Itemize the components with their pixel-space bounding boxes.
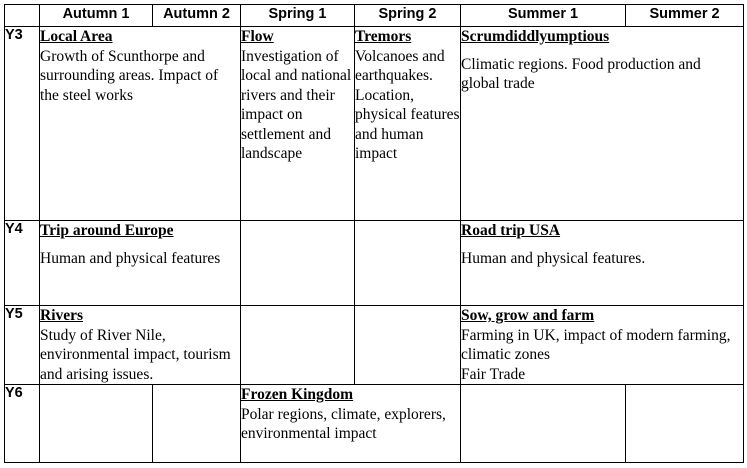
y3-autumn-title: Local Area xyxy=(40,28,113,45)
y3-spring1-title: Flow xyxy=(241,28,274,45)
y5-summer-cell xyxy=(461,306,744,385)
row-y3 xyxy=(5,27,744,221)
row-y5 xyxy=(5,306,744,385)
y3-summer-text: Climatic regions. Food production and global trade xyxy=(461,55,701,92)
geography-curriculum-table xyxy=(4,4,744,463)
y3-spring2-title: Tremors xyxy=(355,28,412,45)
y3-summer-title: Scrumdiddlyumptious xyxy=(461,28,610,45)
y5-summer-text2: Fair Trade xyxy=(461,365,526,383)
y6-summer1-cell xyxy=(461,385,626,463)
y3-spring2-cell xyxy=(355,27,461,221)
y3-spring1-cell xyxy=(241,27,355,221)
y5-summer-text: Farming in UK, impact of modern farming, climatic zones xyxy=(461,326,731,363)
y5-spring1-cell xyxy=(241,306,355,385)
year-label-y3: Y3 xyxy=(5,27,40,221)
y4-spring1-cell xyxy=(241,221,355,306)
y4-spring2-cell xyxy=(355,221,461,306)
year-label-y6: Y6 xyxy=(5,385,40,463)
header-spring-2: Spring 2 xyxy=(355,5,461,27)
y5-autumn-cell xyxy=(40,306,241,385)
y4-summer-title: Road trip USA xyxy=(461,222,561,239)
y4-autumn-text: Human and physical features xyxy=(40,249,221,267)
y4-autumn-title: Trip around Europe xyxy=(40,222,174,239)
row-y6 xyxy=(5,385,744,463)
y5-spring2-cell xyxy=(355,306,461,385)
y4-autumn-cell xyxy=(40,221,241,306)
y4-summer-cell xyxy=(461,221,744,306)
y4-summer-text: Human and physical features. xyxy=(461,249,646,267)
y6-spring-cell xyxy=(241,385,461,463)
y5-autumn-text: Study of River Nile, environmental impact, tourism and arising issues. xyxy=(40,326,231,383)
y3-autumn-text: Growth of Scunthorpe and surrounding areas. Impact of the steel works xyxy=(40,47,219,104)
header-spring-1: Spring 1 xyxy=(241,5,355,27)
header-row xyxy=(5,5,744,27)
header-summer-1: Summer 1 xyxy=(461,5,626,27)
row-y4 xyxy=(5,221,744,306)
y6-summer2-cell xyxy=(626,385,744,463)
y6-autumn2-cell xyxy=(153,385,241,463)
header-autumn-1: Autumn 1 xyxy=(40,5,153,27)
header-summer-2: Summer 2 xyxy=(626,5,744,27)
y6-spring-text: Polar regions, climate, explorers, environmental impact xyxy=(241,405,446,442)
header-autumn-2: Autumn 2 xyxy=(153,5,241,27)
corner-header xyxy=(5,5,40,27)
y6-autumn1-cell xyxy=(40,385,153,463)
y5-summer-title: Sow, grow and farm xyxy=(461,307,595,324)
y6-spring-title: Frozen Kingdom xyxy=(241,386,354,403)
year-label-y5: Y5 xyxy=(5,306,40,385)
y3-summer-cell xyxy=(461,27,744,221)
y3-autumn-cell xyxy=(40,27,241,221)
y5-autumn-title: Rivers xyxy=(40,307,84,324)
y3-spring2-text: Volcanoes and earthquakes. Location, physical features and human impact xyxy=(355,47,460,162)
year-label-y4: Y4 xyxy=(5,221,40,306)
y3-spring1-text: Investigation of local and national rivers and their impact on settlement and landscape xyxy=(241,47,352,162)
